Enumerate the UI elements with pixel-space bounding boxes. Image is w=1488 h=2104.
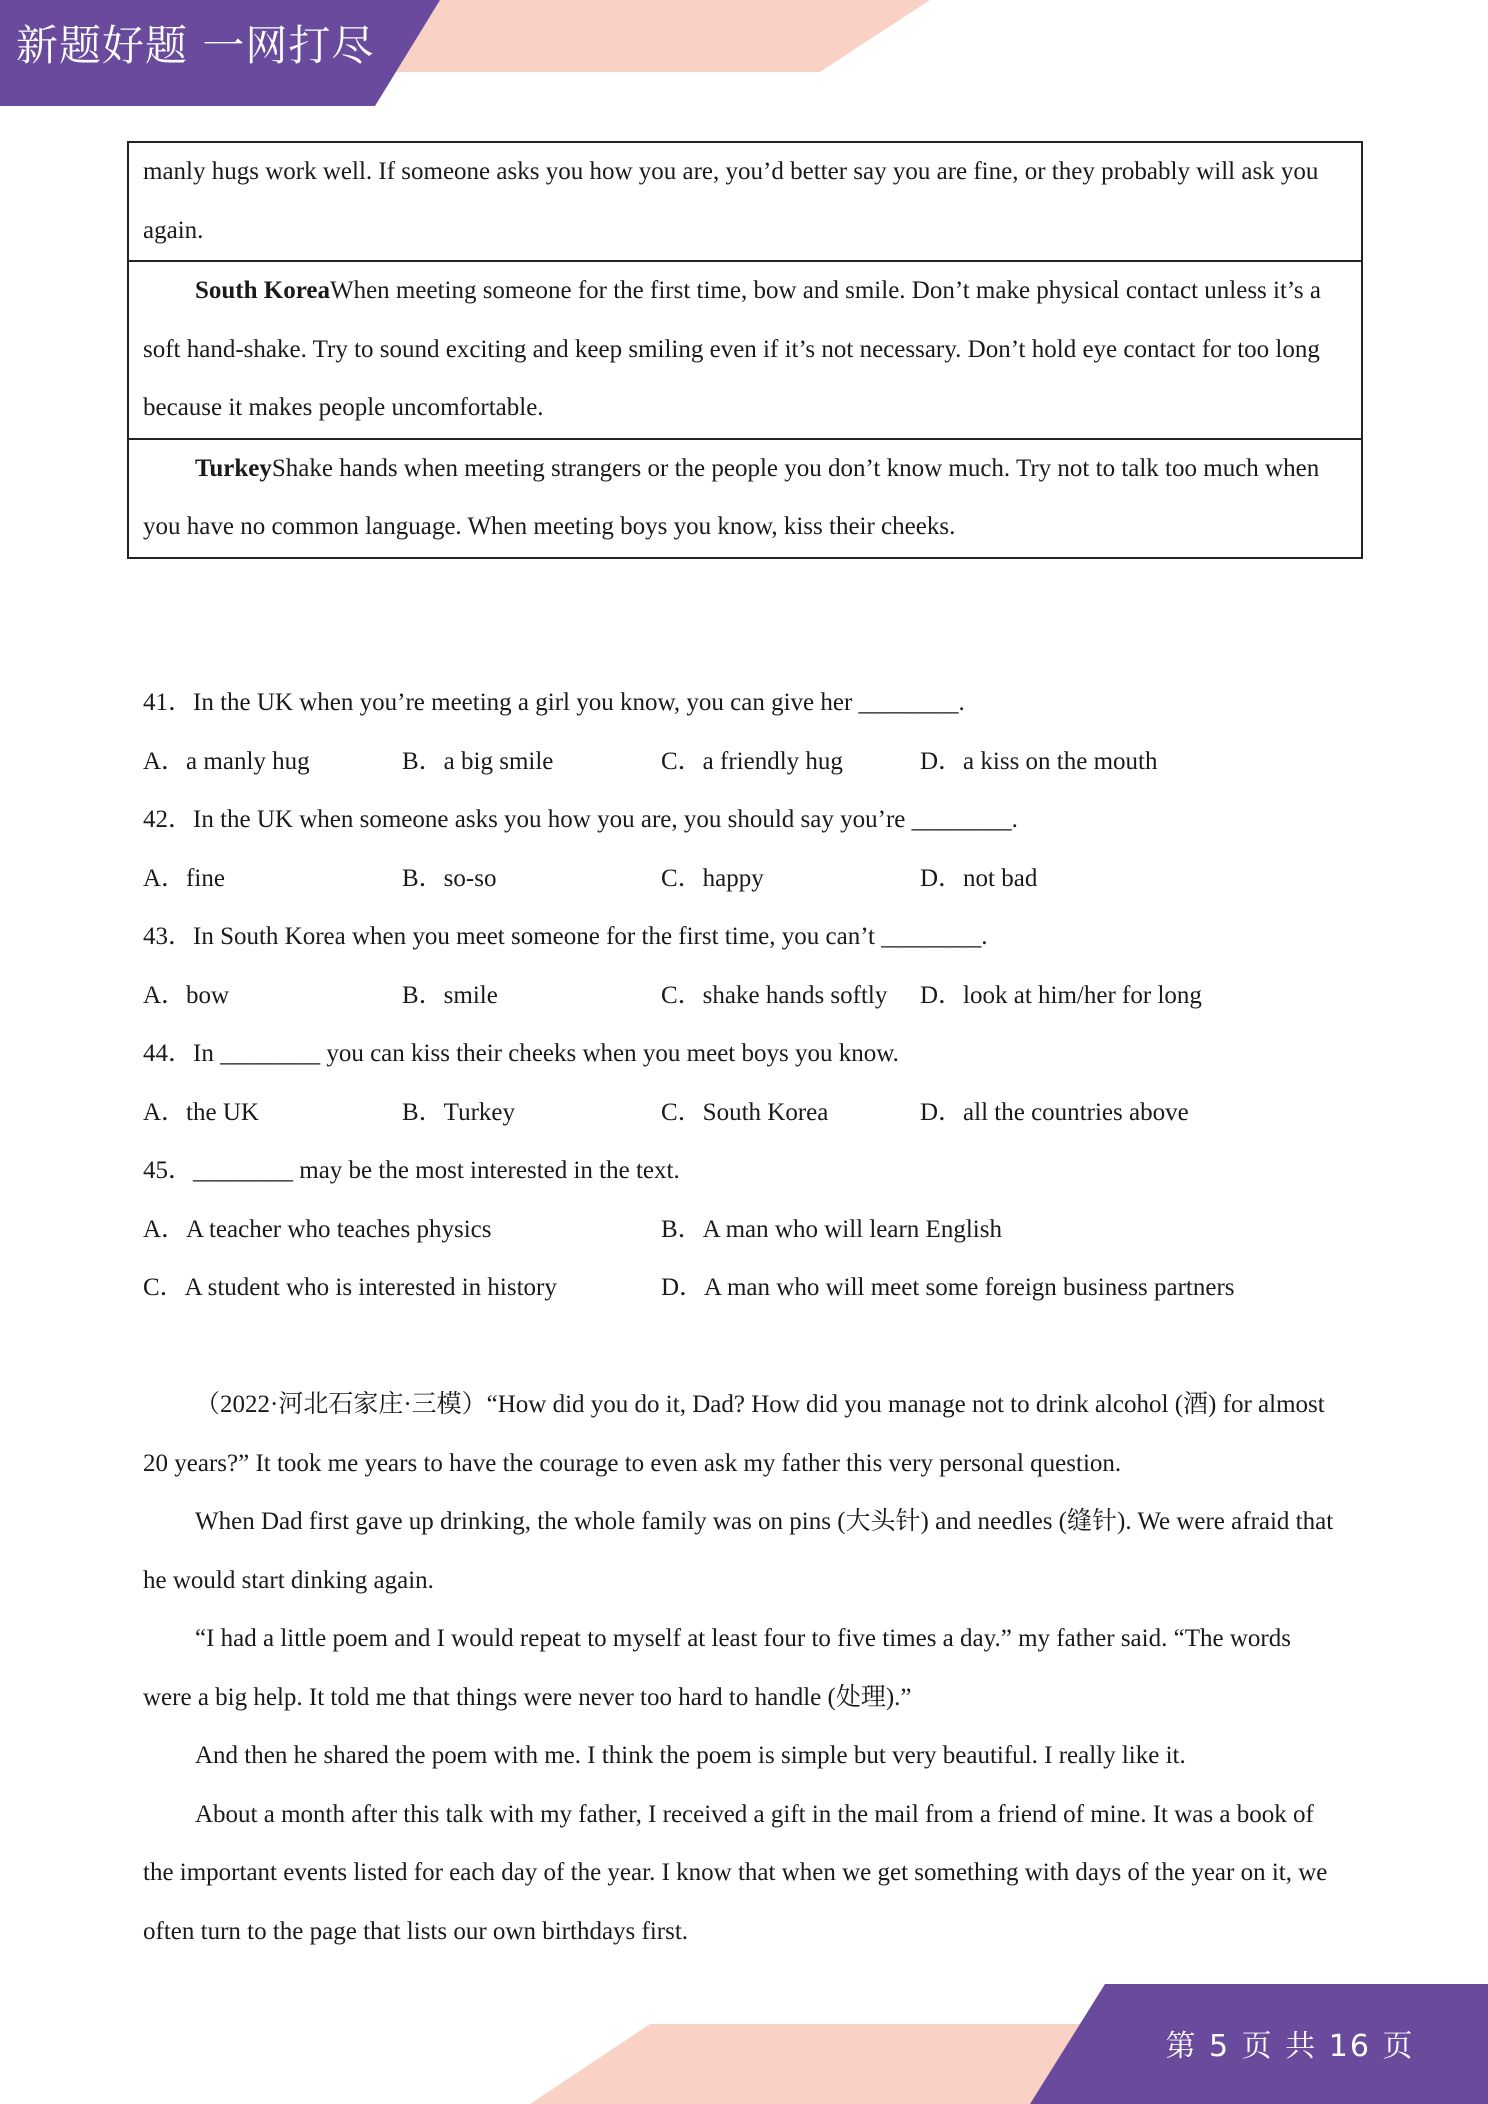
option-b: B．smile (402, 981, 498, 1009)
option-row (143, 1259, 1363, 1318)
question-list (143, 674, 1363, 1318)
table-row-text: manly hugs work well. If someone asks you how you are, you’d better say you are fine, or they probably will ask you again. (143, 158, 1319, 244)
footer-peach-stripe (530, 2024, 1120, 2104)
question-stem: 41．In the UK when you’re meeting a girl you know, you can give her ________. (143, 689, 965, 716)
option-c: C．happy (661, 864, 764, 892)
info-table (127, 141, 1363, 559)
option-b: B．a big smile (402, 747, 554, 775)
table-row-text: Shake hands when meeting strangers or the people you don’t know much. Try not to talk too much when you have no common language. When meeting boys you know, kiss their cheeks. (143, 454, 1320, 540)
option-b: B．Turkey (402, 1098, 515, 1126)
option-row (143, 1201, 1363, 1260)
option-a: A．A teacher who teaches physics (143, 1215, 492, 1243)
option-row (143, 967, 1363, 1026)
option-a: A．the UK (143, 1098, 259, 1126)
question-stem: 45．________ may be the most interested in the text. (143, 1157, 680, 1184)
option-d: D．all the countries above (920, 1098, 1189, 1126)
passage-paragraph: About a month after this talk with my father, I received a gift in the mail from a friend of mine. It was a book of the important events listed for each day of the year. I know that when we get something with days of the year on it, we often turn to the page that lists our own birthdays first. (143, 1800, 1328, 1945)
option-c: C．a friendly hug (661, 747, 843, 775)
option-c: C．shake hands softly (661, 981, 888, 1009)
option-a: A．fine (143, 864, 225, 892)
header-title: 新题好题 一网打尽 (16, 21, 375, 70)
option-row (143, 733, 1363, 792)
option-c: C．South Korea (661, 1098, 829, 1126)
passage-paragraph: When Dad first gave up drinking, the whole family was on pins (大头针) and needles (缝针). We were afraid that he would start dinking again. (143, 1508, 1334, 1594)
passage-paragraph: （2022·河北石家庄·三模）“How did you do it, Dad? How did you manage not to drink alcohol (酒) for almost 20 years?” It took me years to have the courage to even ask my father this very personal question. (143, 1391, 1325, 1477)
table-row-south-korea (129, 260, 1361, 438)
header-peach-stripe (380, 0, 930, 72)
table-row-heading: South Korea (195, 277, 330, 304)
page-number: 第 5 页 共 16 页 (1165, 2029, 1415, 2064)
option-a: A．bow (143, 981, 230, 1009)
passage-paragraph: And then he shared the poem with me. I think the poem is simple but very beautiful. I really like it. (195, 1742, 1186, 1769)
table-row-uk-continued (129, 143, 1361, 260)
option-a: A．a manly hug (143, 747, 310, 775)
option-b: B．A man who will learn English (661, 1215, 1002, 1243)
table-row-turkey (129, 438, 1361, 557)
question-stem: 43．In South Korea when you meet someone for the first time, you can’t ________. (143, 923, 988, 950)
option-d: D．A man who will meet some foreign business partners (661, 1274, 1235, 1301)
table-row-text: When meeting someone for the first time, bow and smile. Don’t make physical contact unless it’s a soft hand-shake. Try to sound exciting and keep smiling even if it’s not necessary. Don’t hold eye contact for too long because it makes people uncomfortable. (143, 277, 1321, 421)
option-row (143, 850, 1363, 909)
table-row-heading: Turkey (195, 454, 272, 482)
question-stem: 44．In ________ you can kiss their cheeks when you meet boys you know. (143, 1040, 899, 1067)
reading-passage (143, 1376, 1343, 1961)
option-b: B．so-so (402, 864, 497, 892)
passage-paragraph: “I had a little poem and I would repeat to myself at least four to five times a day.” my father said. “The words were a big help. It told me that things were never too hard to handle (处理).” (143, 1625, 1291, 1711)
option-d: D．a kiss on the mouth (920, 747, 1158, 775)
option-d: D．look at him/her for long (920, 981, 1202, 1009)
question-stem: 42．In the UK when someone asks you how you are, you should say you’re ________. (143, 806, 1018, 833)
option-row (143, 1084, 1363, 1143)
option-c: C．A student who is interested in history (143, 1274, 557, 1301)
option-d: D．not bad (920, 864, 1038, 892)
